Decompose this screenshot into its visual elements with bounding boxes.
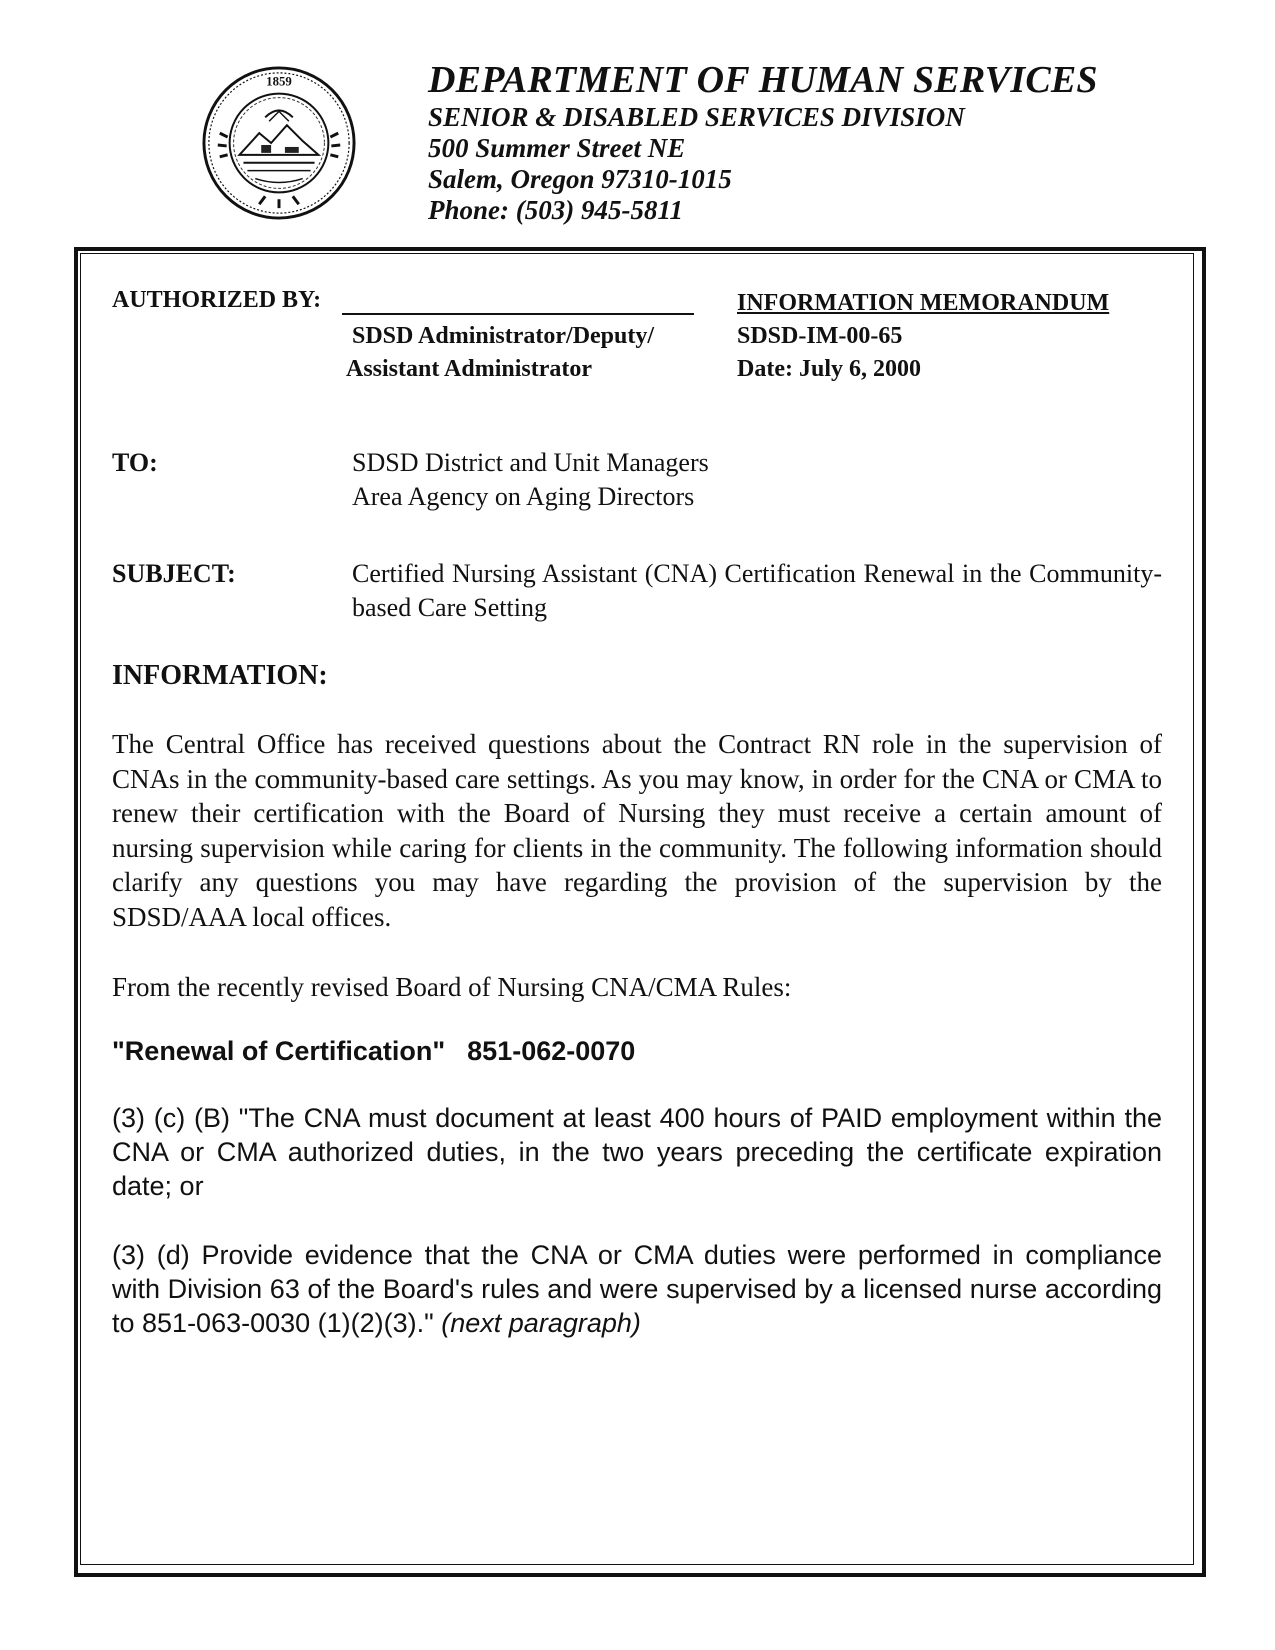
to-recipients: [352, 446, 709, 514]
to-label: TO:: [112, 448, 158, 477]
to-recipient-1: SDSD District and Unit Managers: [352, 448, 709, 477]
rule-title: "Renewal of Certification": [112, 1036, 446, 1066]
rule-code: 851-062-0070: [467, 1036, 636, 1066]
memo-number: SDSD-IM-00-65: [737, 323, 903, 349]
authorized-role-line2: Assistant Administrator: [346, 356, 593, 382]
memo-date: Date: July 6, 2000: [737, 356, 921, 382]
subject-label: SUBJECT:: [112, 559, 236, 588]
rules-intro: From the recently revised Board of Nursing CNA/CMA Rules:: [112, 972, 792, 1002]
next-paragraph-note: (next paragraph): [441, 1308, 641, 1338]
information-paragraph: The Central Office has received questions about the Contract RN role in the supervision of CNAs in the community-based care settings. As you may know, in order for the CNA or CMA to renew their certification with the Board of Nursing they must receive a certain amount of nursing supervision while caring for clients in the community. The following information should clarify any questions you may have regarding the provision of the supervision by the SDSD/AAA local offices.: [112, 729, 1162, 932]
information-heading: INFORMATION:: [112, 660, 328, 691]
memo-title: INFORMATION MEMORANDUM: [737, 290, 1110, 316]
seal-year-text: 1859: [266, 74, 292, 89]
street-address: 500 Summer Street NE: [428, 133, 686, 163]
memo-id-block: [737, 287, 1109, 386]
department-name: DEPARTMENT OF HUMAN SERVICES: [428, 59, 1098, 101]
to-recipient-2: Area Agency on Aging Directors: [352, 482, 695, 511]
rule-heading: [112, 1036, 635, 1067]
authorized-by-label: AUTHORIZED BY:: [112, 287, 322, 313]
rule-paragraph-2: [112, 1238, 1162, 1340]
division-name: SENIOR & DISABLED SERVICES DIVISION: [428, 102, 965, 132]
state-seal-image: [200, 64, 358, 222]
authorized-role-line1: SDSD Administrator/Deputy/: [352, 323, 655, 349]
phone-number: Phone: (503) 945-5811: [428, 195, 683, 225]
authorized-role: [346, 320, 655, 386]
subject-text: Certified Nursing Assistant (CNA) Certification Renewal in the Community-based Care Setting: [352, 559, 1162, 622]
rule-paragraph-2-text: (3) (d) Provide evidence that the CNA or CMA duties were performed in compliance with Division 63 of the Board's rules and were supervised by a licensed nurse according to 851-063-0030 (1)(2)(3).": [112, 1240, 1162, 1338]
letterhead: [428, 58, 1098, 226]
signature-line: [342, 313, 694, 315]
city-state-zip: Salem, Oregon 97310-1015: [428, 164, 732, 194]
rule-paragraph-1: (3) (c) (B) "The CNA must document at least 400 hours of PAID employment within the CNA or CMA authorized duties, in the two years preceding the certificate expiration date; or: [112, 1103, 1162, 1201]
